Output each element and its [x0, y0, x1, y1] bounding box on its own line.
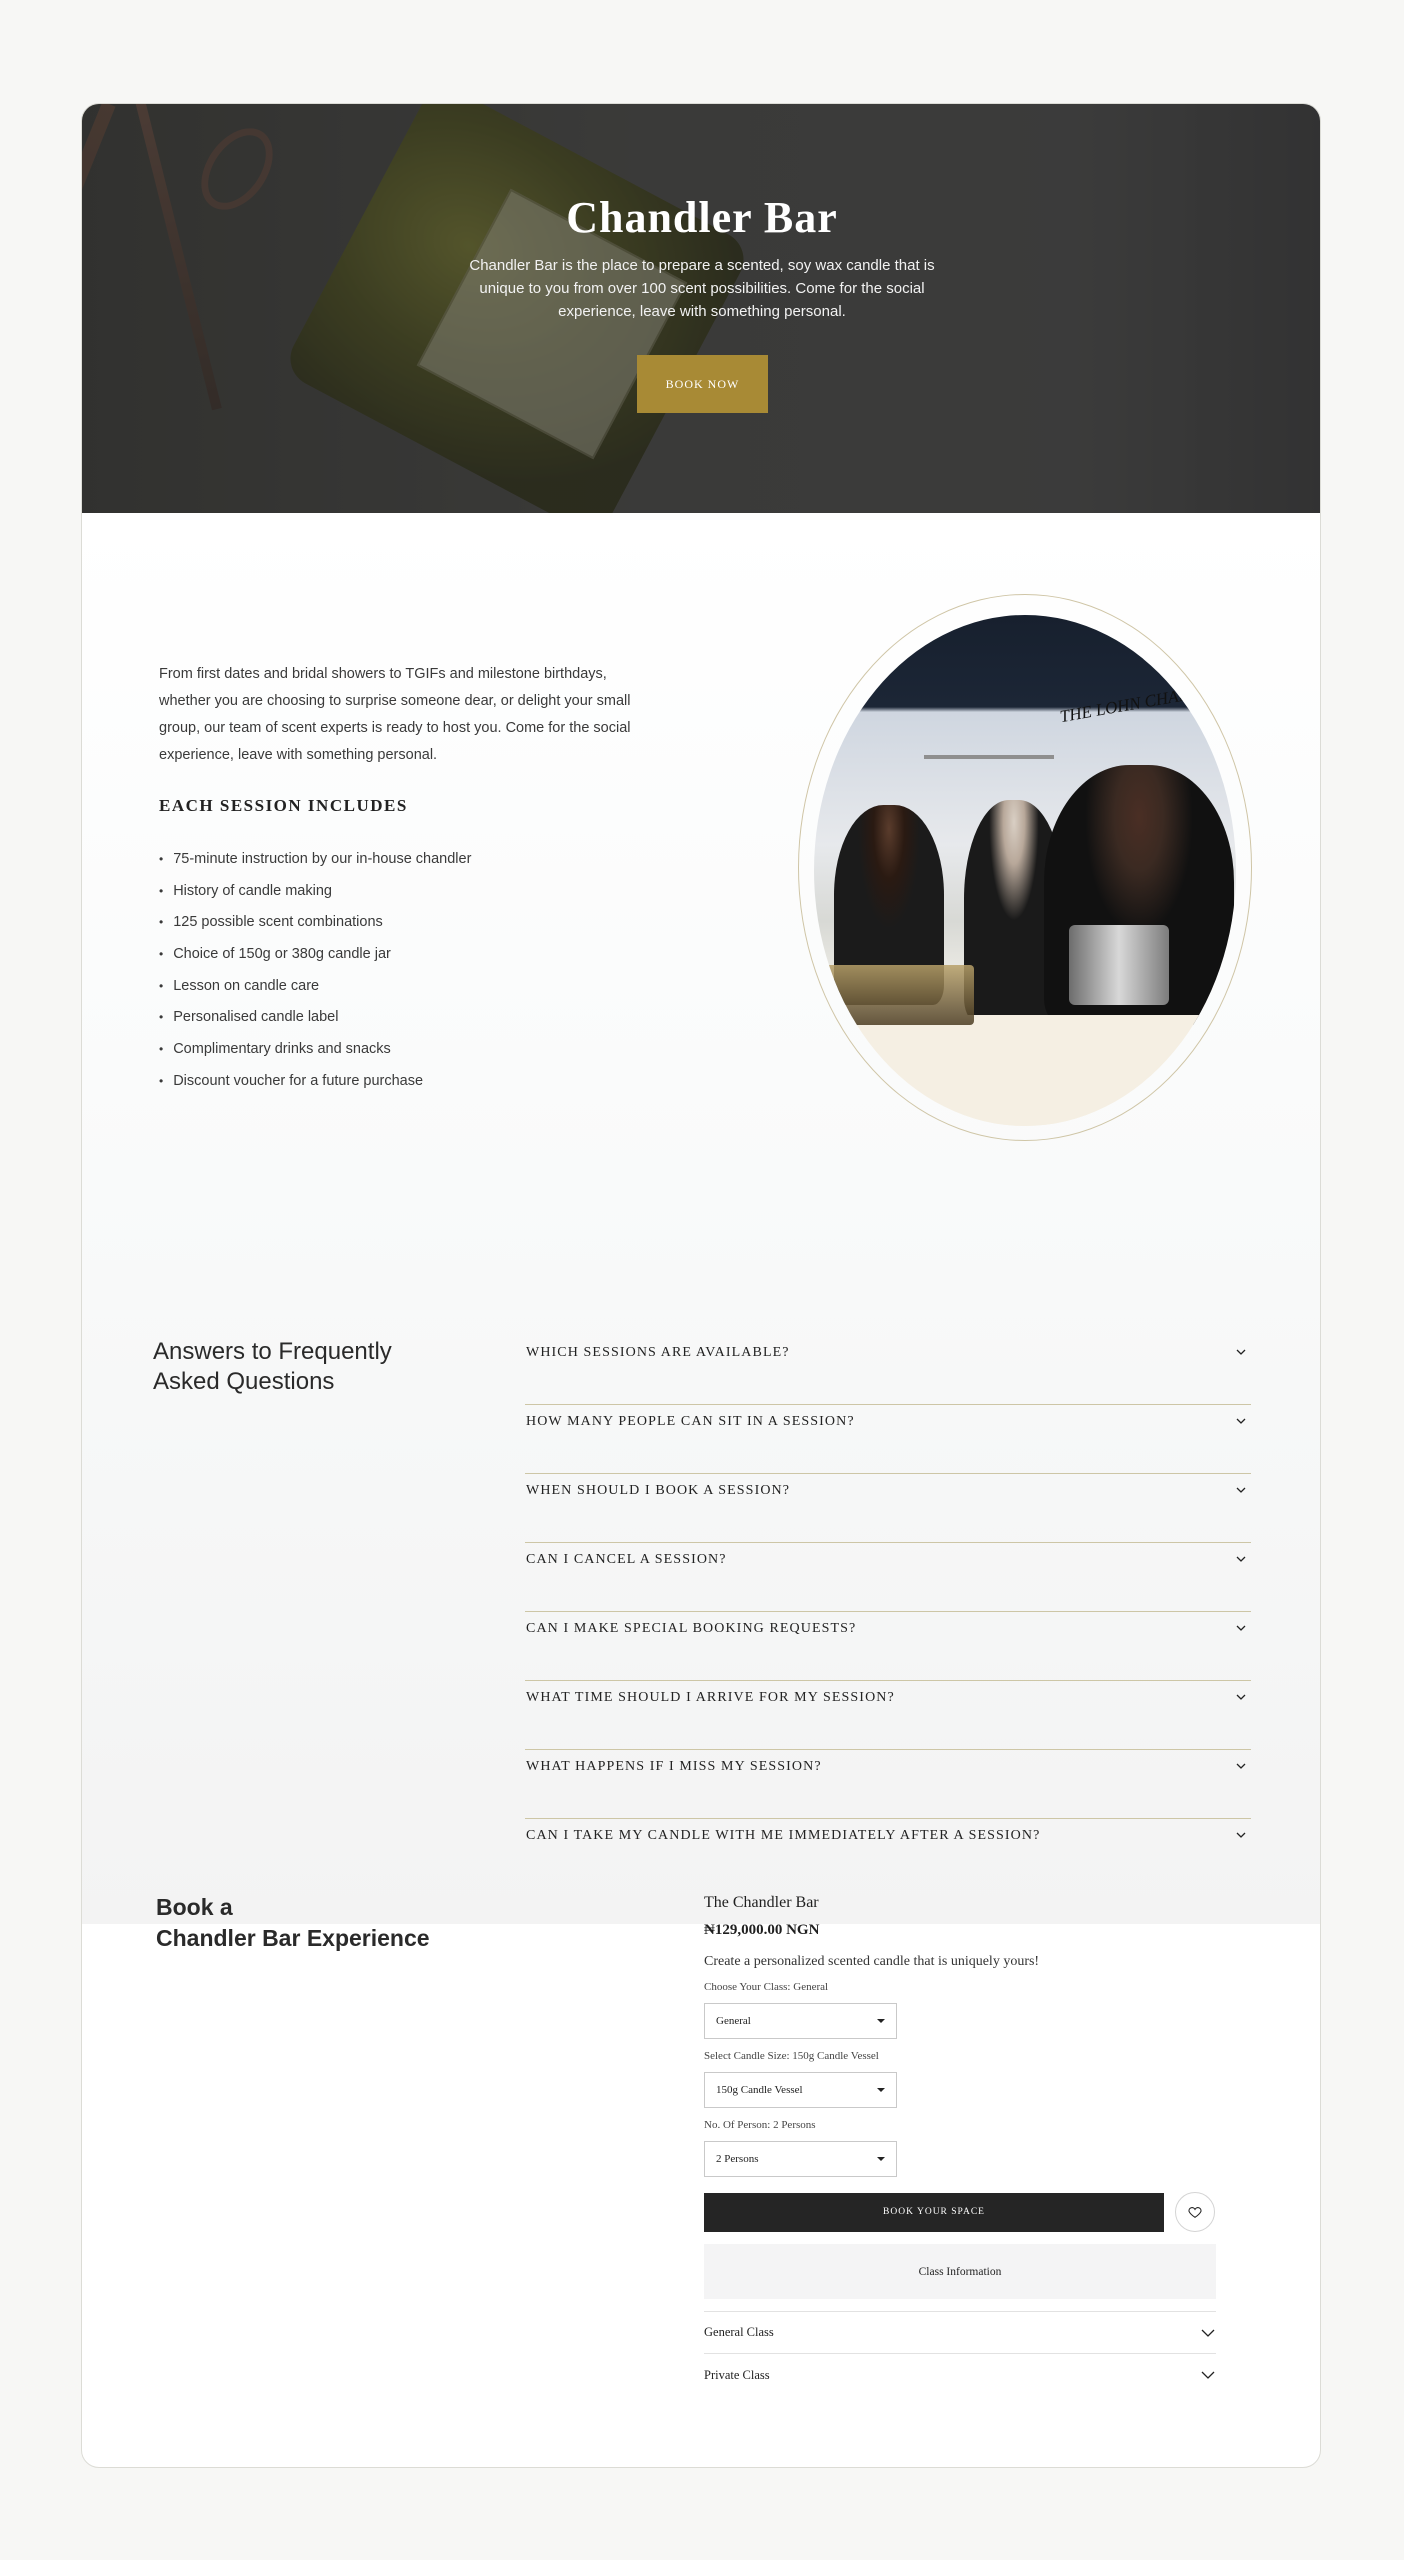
class-select-value: General: [716, 2015, 751, 2027]
faq-question: HOW MANY PEOPLE CAN SIT IN A SESSION?: [526, 1414, 855, 1429]
chevron-down-icon: [1235, 1829, 1247, 1841]
faq-question: CAN I TAKE MY CANDLE WITH ME IMMEDIATELY AFTER A SESSION?: [526, 1828, 1041, 1843]
caret-down-icon: [877, 2088, 885, 2092]
hero-banner: [82, 104, 1321, 513]
session-heading: EACH SESSION INCLUDES: [159, 796, 408, 815]
chevron-down-icon: [1235, 1553, 1247, 1565]
chevron-down-icon: [1200, 2367, 1216, 2383]
accordion-item-general-class[interactable]: [704, 2312, 1216, 2354]
book-your-space-button[interactable]: BOOK YOUR SPACE: [704, 2193, 1164, 2232]
list-item: • 125 possible scent combinations: [159, 906, 471, 938]
accordion-label: General Class: [704, 2325, 774, 2339]
intro-text: From first dates and bridal showers to TGIFs and milestone birthdays, whether you are choosing to surprise someone dear, or delight your small group, our team of scent experts is ready to host you. Come for the social experience, leave with something personal.: [159, 666, 631, 763]
faq-item[interactable]: [525, 1819, 1251, 1888]
faq-title: Answers to Frequently Asked Questions: [153, 1338, 392, 1395]
chevron-down-icon: [1235, 1346, 1247, 1358]
faq-question: WHAT TIME SHOULD I ARRIVE FOR MY SESSION?: [526, 1690, 895, 1705]
persons-label-value: 2 Persons: [773, 2119, 816, 2131]
faq-item[interactable]: [525, 1405, 1251, 1474]
list-item: • History of candle making: [159, 875, 471, 907]
faq-question: WHAT HAPPENS IF I MISS MY SESSION?: [526, 1759, 822, 1774]
booking-title-line: Chandler Bar Experience: [156, 1925, 430, 1951]
faq-item[interactable]: [525, 1336, 1251, 1405]
chevron-down-icon: [1235, 1760, 1247, 1772]
size-select-value: 150g Candle Vessel: [716, 2084, 803, 2096]
caret-down-icon: [877, 2157, 885, 2161]
photo-scent-tray: [824, 965, 974, 1025]
faq-item[interactable]: [525, 1750, 1251, 1819]
size-option-label: [704, 2050, 1218, 2062]
faq-item[interactable]: [525, 1681, 1251, 1750]
book-row: [704, 2192, 1218, 2232]
class-label: Choose Your Class:: [704, 1981, 791, 1993]
faq-question: CAN I CANCEL A SESSION?: [526, 1552, 727, 1567]
hero-description: Chandler Bar is the place to prepare a scented, soy wax candle that is unique to you from over 100 scent possibilities. Come for the social experience, leave with something personal.: [469, 257, 935, 320]
accordion-label: Private Class: [704, 2367, 770, 2382]
booking-title-line: Book a: [156, 1894, 233, 1920]
list-item: • 75-minute instruction by our in-house chandler: [159, 843, 471, 875]
accordion-item-private-class[interactable]: [704, 2354, 1216, 2396]
class-information-tab[interactable]: Class Information: [704, 2244, 1216, 2299]
product-description: Create a personalized scented candle that is uniquely yours!: [704, 1954, 1040, 1969]
size-label-value: 150g Candle Vessel: [792, 2050, 879, 2062]
photo-counter: [814, 1015, 1236, 1126]
product-name: The Chandler Bar: [704, 1894, 819, 1911]
size-select[interactable]: [704, 2072, 897, 2108]
faq-list: [525, 1336, 1251, 1888]
faq-item[interactable]: [525, 1612, 1251, 1681]
book-now-button[interactable]: BOOK NOW: [637, 355, 768, 413]
photo-wax-pot: [1069, 925, 1169, 1005]
chevron-down-icon: [1235, 1622, 1247, 1634]
chevron-down-icon: [1235, 1415, 1247, 1427]
session-list: [159, 843, 471, 1097]
faq-question: WHICH SESSIONS ARE AVAILABLE?: [526, 1345, 790, 1360]
size-label: Select Candle Size:: [704, 2050, 790, 2062]
candle-class-photo: [814, 615, 1236, 1126]
caret-down-icon: [877, 2019, 885, 2023]
hero-title: Chandler Bar: [566, 193, 838, 242]
page-card: [81, 103, 1321, 2468]
faq-item[interactable]: [525, 1543, 1251, 1612]
faq-question: WHEN SHOULD I BOOK A SESSION?: [526, 1483, 791, 1498]
persons-option-label: [704, 2119, 1218, 2131]
intro-section: [82, 513, 1321, 1924]
class-label-value: General: [793, 1981, 829, 1993]
booking-title: [156, 1892, 430, 1954]
product-panel: [704, 1894, 1218, 2396]
product-price: ₦129,000.00 NGN: [704, 1922, 820, 1938]
chevron-down-icon: [1235, 1691, 1247, 1703]
photo-shelf: [924, 755, 1054, 759]
list-item: • Personalised candle label: [159, 1001, 471, 1033]
class-option-label: [704, 1981, 1218, 1993]
chevron-down-icon: [1235, 1484, 1247, 1496]
heart-icon: [1187, 2204, 1203, 2220]
class-select[interactable]: [704, 2003, 897, 2039]
chevron-down-icon: [1200, 2325, 1216, 2341]
list-item: • Complimentary drinks and snacks: [159, 1033, 471, 1065]
faq-question: CAN I MAKE SPECIAL BOOKING REQUESTS?: [526, 1621, 857, 1636]
persons-label: No. Of Person:: [704, 2119, 771, 2131]
faq-item[interactable]: [525, 1474, 1251, 1543]
wishlist-button[interactable]: [1175, 2192, 1215, 2232]
list-item: • Lesson on candle care: [159, 970, 471, 1002]
persons-select-value: 2 Persons: [716, 2153, 759, 2165]
class-accordion: [704, 2311, 1216, 2396]
persons-select[interactable]: [704, 2141, 897, 2177]
list-item: • Choice of 150g or 380g candle jar: [159, 938, 471, 970]
photo-store-sign: THE LOHN CHANE: [1058, 682, 1202, 727]
list-item: • Discount voucher for a future purchase: [159, 1065, 471, 1097]
